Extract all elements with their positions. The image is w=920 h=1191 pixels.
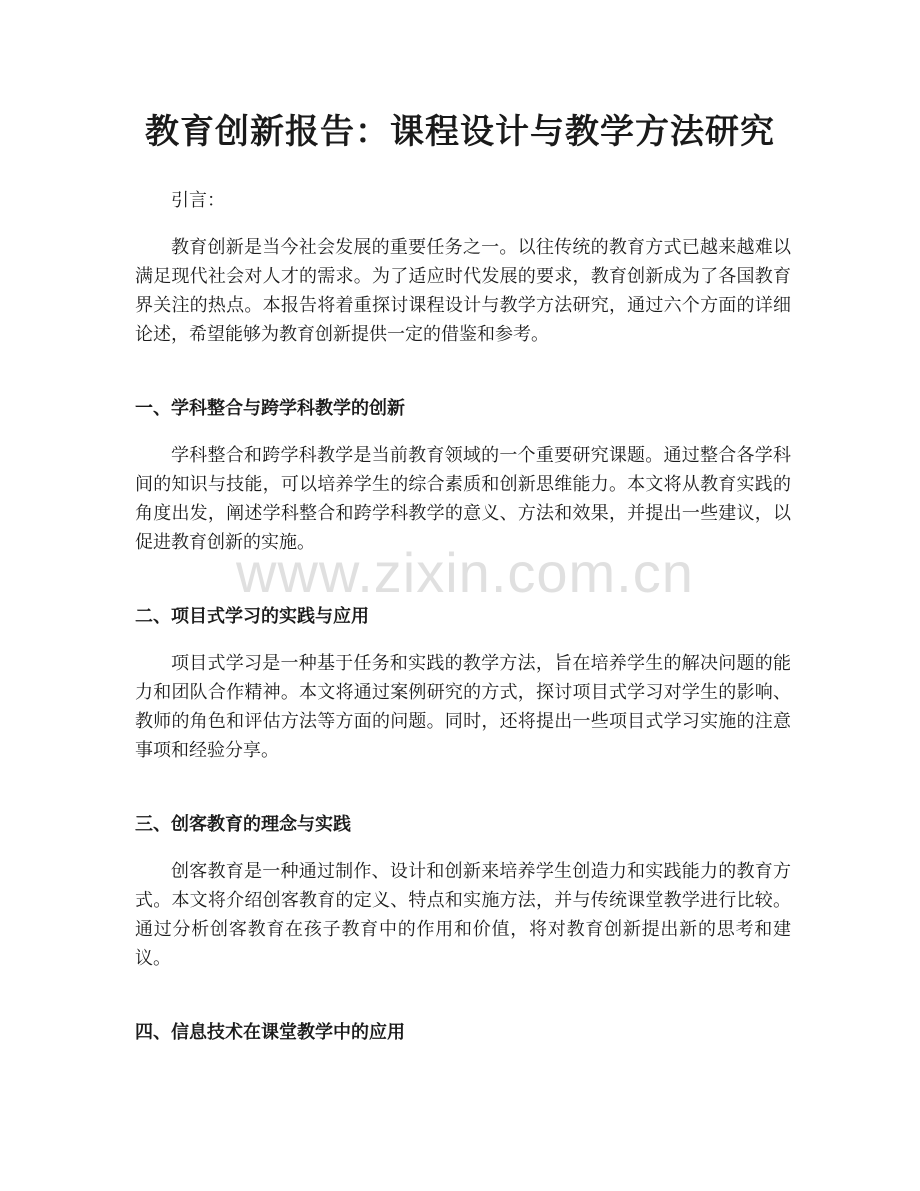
intro-label: 引言：: [171, 190, 225, 211]
section-heading-2: 二、项目式学习的实践与应用: [135, 606, 369, 627]
intro-paragraph: 教育创新是当今社会发展的重要任务之一。以往传统的教育方式已越来越难以满足现代社会对人才的需求。为了适应时代发展的要求，教育创新成为了各国教育界关注的热点。本报告将着重探讨课程设计与教学方法研究，通过六个方面的详细论述，希望能够为教育创新提供一定的借鉴和参考。: [135, 237, 791, 345]
section-paragraph-3: 创客教育是一种通过制作、设计和创新来培养学生创造力和实践能力的教育方式。本文将介绍创客教育的定义、特点和实施方法，并与传统课堂教学进行比较。通过分析创客教育在孩子教育中的作用和价值，将对教育创新提出新的思考和建议。: [135, 861, 791, 969]
section-heading-3: 三、创客教育的理念与实践: [135, 814, 351, 835]
document-title: 教育创新报告：课程设计与教学方法研究: [145, 112, 775, 152]
section-heading-1: 一、学科整合与跨学科教学的创新: [135, 398, 405, 419]
section-heading-4: 四、信息技术在课堂教学中的应用: [135, 1022, 405, 1043]
watermark: www.zixin.com.cn: [236, 541, 694, 604]
section-paragraph-1: 学科整合和跨学科教学是当前教育领域的一个重要研究课题。通过整合各学科间的知识与技能，可以培养学生的综合素质和创新思维能力。本文将从教育实践的角度出发，阐述学科整合和跨学科教学的意义、方法和效果，并提出一些建议，以促进教育创新的实施。: [135, 445, 791, 553]
section-paragraph-2: 项目式学习是一种基于任务和实践的教学方法，旨在培养学生的解决问题的能力和团队合作精神。本文将通过案例研究的方式，探讨项目式学习对学生的影响、教师的角色和评估方法等方面的问题。同时，还将提出一些项目式学习实施的注意事项和经验分享。: [135, 653, 791, 761]
